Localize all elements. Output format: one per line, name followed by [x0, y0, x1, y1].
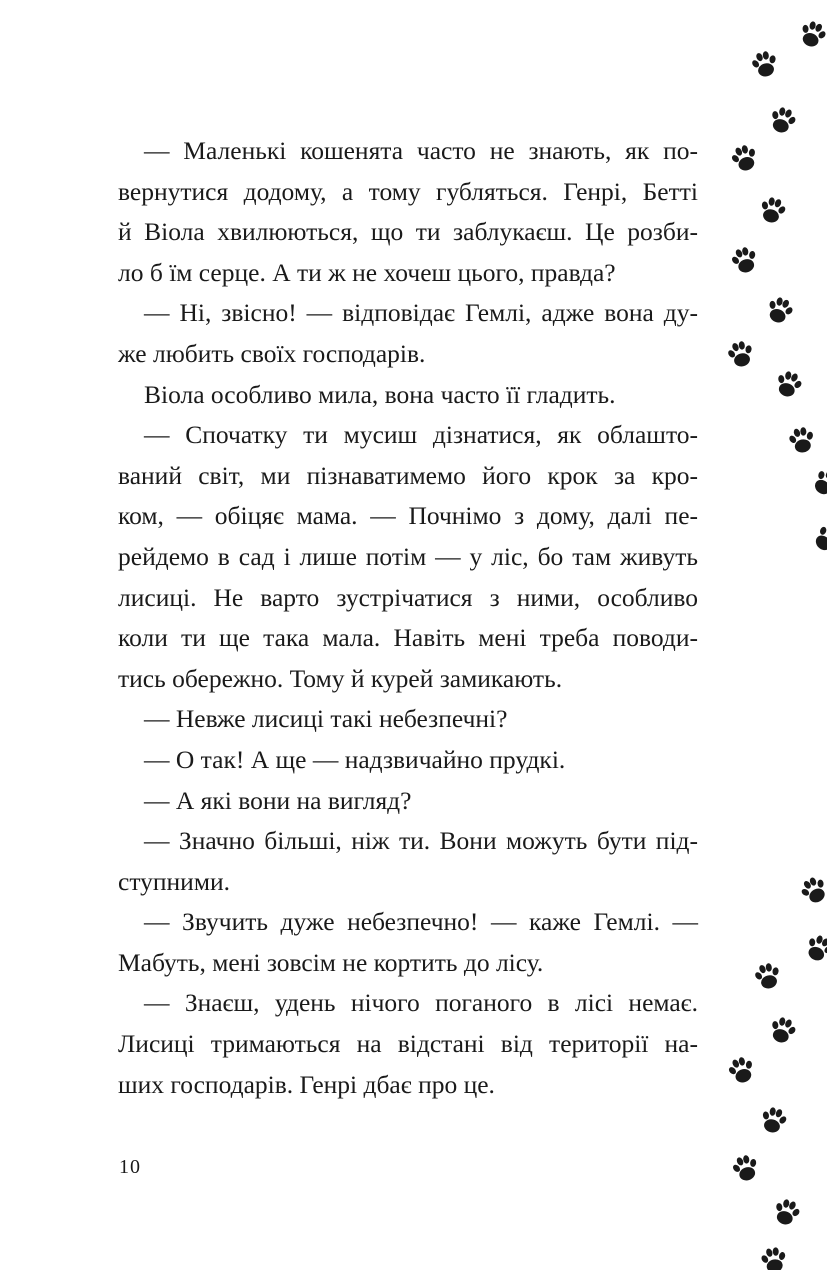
body-text	[118, 131, 698, 1105]
paw-print-icon	[766, 104, 799, 136]
paw-print-icon	[772, 368, 805, 400]
text-line: ваний світ, ми пізнаватимемо його крок за кро-	[118, 460, 698, 490]
paw-print-icon	[757, 195, 789, 226]
text-line: Лисиці тримаються на відстані від території на-	[118, 1029, 698, 1059]
paw-print-icon	[802, 931, 827, 965]
text-line: — Значно більші, ніж ти. Вони можуть бути під-	[144, 826, 698, 856]
text-line: — Невже лисиці такі небезпечні?	[144, 704, 508, 734]
paw-print-icon	[786, 425, 817, 455]
text-line: — А які вони на вигляд?	[144, 785, 412, 815]
text-line: лисиці. Не варто зустрічатися з ними, особливо	[118, 582, 698, 612]
text-line: рейдемо в сад і лише потім — у ліс, бо там живуть	[118, 541, 698, 571]
page-number: 10	[119, 1156, 141, 1178]
paw-print-icon	[759, 1245, 789, 1270]
text-line: й Віола хвилюються, що ти заблукаєш. Це розби-	[118, 217, 698, 247]
text-line: — Маленькі кошенята часто не знають, як по-	[144, 136, 698, 165]
paw-print-icon	[725, 338, 757, 369]
paw-print-icon	[809, 521, 827, 557]
paw-print-icon	[725, 1054, 758, 1087]
paw-print-icon	[728, 142, 761, 175]
text-line: ступними.	[118, 866, 230, 896]
paw-print-icon	[770, 1196, 803, 1228]
text-line: ших господарів. Генрі дбає про це.	[118, 1069, 495, 1099]
text-line: вернутися додому, а тому губляться. Генрі, Бетті	[118, 176, 698, 206]
paw-print-icon	[749, 48, 781, 79]
text-line: — Спочатку ти мусиш дізнатися, як облашто-	[144, 420, 698, 450]
text-line: Віола особливо мила, вона часто її гладить.	[144, 379, 616, 409]
text-line: ком, — обіцяє мама. — Почнімо з дому, далі пе-	[118, 501, 698, 531]
paw-print-icon	[729, 1152, 762, 1184]
paw-print-icon	[752, 960, 784, 991]
paw-print-icon	[758, 1105, 790, 1136]
paw-print-icon	[763, 294, 796, 327]
text-line: же любить своїх господарів.	[118, 338, 426, 368]
text-line: — О так! А ще — надзвичайно прудкі.	[144, 744, 566, 774]
text-line: ло б їм серце. А ти ж не хочеш цього, правда?	[118, 257, 616, 287]
paw-print-icon	[808, 465, 827, 501]
text-line: — Ні, звісно! — відповідає Гемлі, адже вона ду-	[144, 298, 698, 328]
text-line: — Знаєш, удень нічого поганого в лісі немає.	[144, 988, 698, 1018]
paw-print-icon	[797, 873, 827, 908]
paw-print-icon	[728, 244, 761, 276]
text-line: коли ти ще така мала. Навіть мені треба поводи-	[118, 623, 698, 653]
paw-print-icon	[796, 18, 827, 51]
text-line: тись обережно. Тому й курей замикають.	[118, 663, 563, 693]
paw-print-icon	[766, 1014, 799, 1046]
text-line: Мабуть, мені зовсім не кортить до лісу.	[118, 947, 544, 977]
text-line: — Звучить дуже небезпечно! — каже Гемлі. —	[144, 907, 698, 937]
